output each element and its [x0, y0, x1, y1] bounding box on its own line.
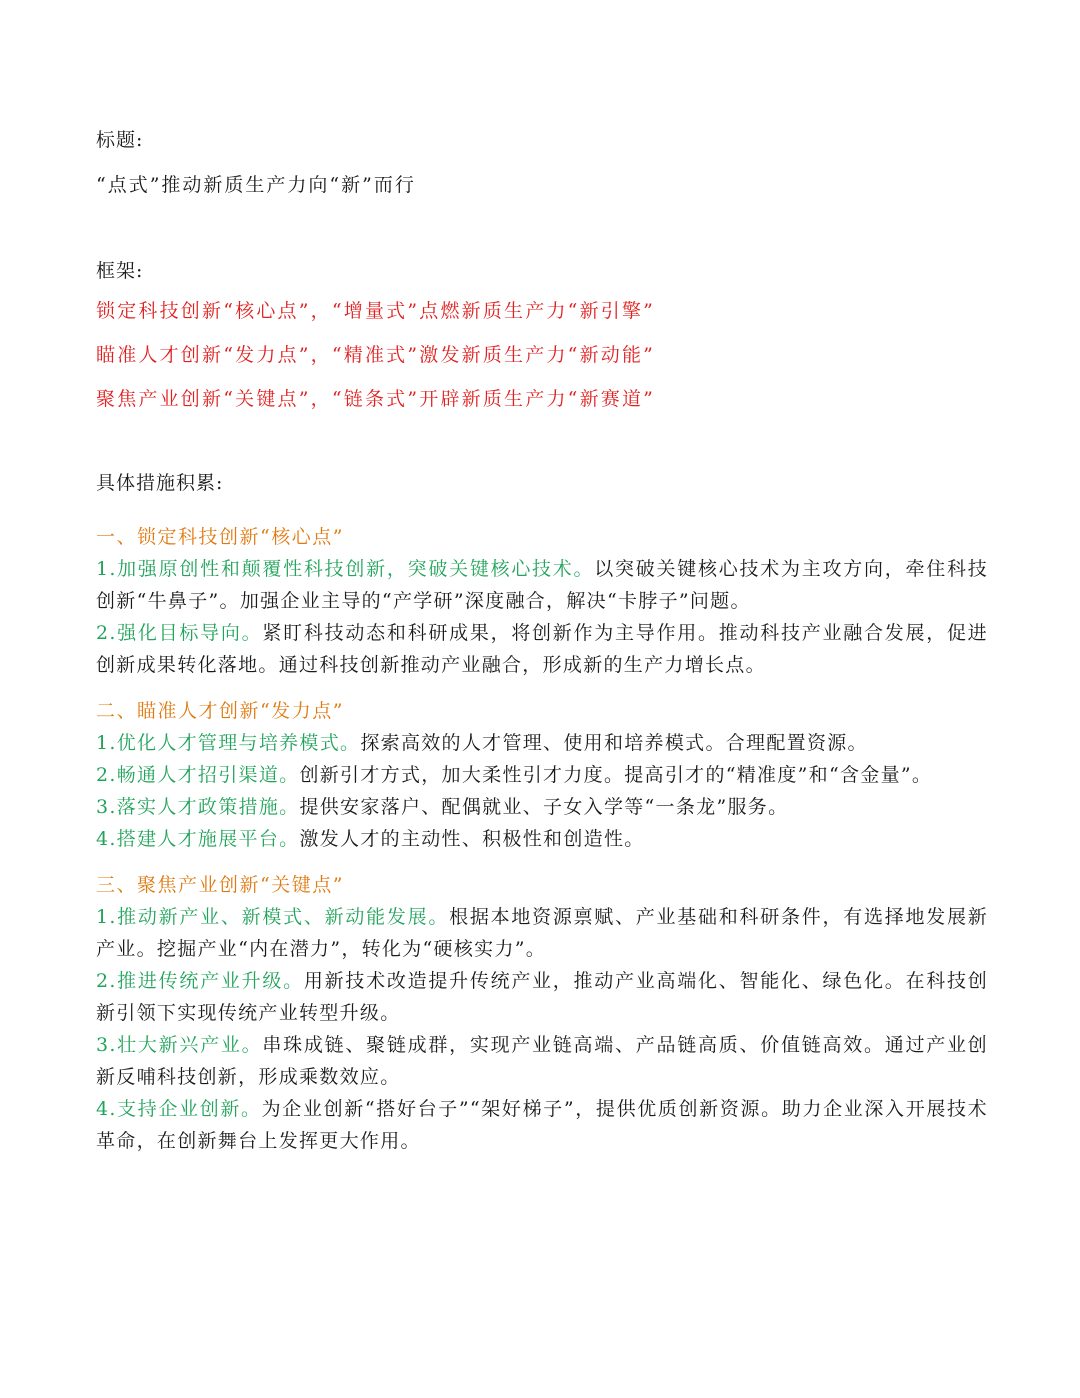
item-body: 创新引才方式，加大柔性引才力度。提高引才的“精准度”和“含金量”。 — [299, 764, 933, 786]
framework-label: 框架: — [96, 260, 144, 282]
item-body: 以突破关键核心技术为主攻方向，牵住科技创新“牛鼻子”。加强企业主导的“产学研”深度融合，解决“卡脖子”问题。 — [96, 558, 988, 612]
list-item — [96, 1093, 988, 1157]
item-body: 激发人才的主动性、积极性和创造性。 — [299, 828, 645, 850]
list-item — [96, 553, 988, 617]
list-item — [96, 759, 988, 791]
list-item — [96, 1029, 988, 1093]
framework-list — [96, 289, 988, 421]
item-lead: 3.落实人才政策措施。 — [96, 796, 300, 818]
section-heading: 一、锁定科技创新“核心点” — [96, 526, 344, 548]
section-talent-innovation — [96, 695, 988, 855]
item-body: 根据本地资源禀赋、产业基础和科研条件，有选择地发展新产业。挖掘产业“内在潜力”，转化为“硬核实力”。 — [96, 906, 989, 960]
section-industry-innovation — [96, 869, 988, 1157]
section-heading: 三、聚焦产业创新“关键点” — [96, 874, 344, 896]
section-tech-innovation — [96, 521, 988, 681]
item-lead: 4.搭建人才施展平台。 — [96, 828, 300, 850]
item-body: 紧盯科技动态和科研成果，将创新作为主导作用。推动科技产业融合发展，促进创新成果转化落地。通过科技创新推动产业融合，形成新的生产力增长点。 — [96, 622, 988, 676]
item-lead: 4.支持企业创新。 — [96, 1098, 262, 1120]
list-item — [96, 617, 988, 681]
measures-label: 具体措施积累: — [96, 472, 224, 494]
list-item — [96, 965, 988, 1029]
item-body: 用新技术改造提升传统产业，推动产业高端化、智能化、绿色化。在科技创新引领下实现传统产业转型升级。 — [96, 970, 988, 1024]
item-lead: 2.推进传统产业升级。 — [96, 970, 304, 992]
framework-line-1: 锁定科技创新“核心点”，“增量式”点燃新质生产力“新引擎” — [96, 300, 656, 322]
list-item — [96, 791, 988, 823]
item-lead: 2.畅通人才招引渠道。 — [96, 764, 300, 786]
section-heading: 二、瞄准人才创新“发力点” — [96, 700, 344, 722]
item-body: 为企业创新“搭好台子”“架好梯子”，提供优质创新资源。助力企业深入开展技术革命，在创新舞台上发挥更大作用。 — [96, 1098, 988, 1152]
list-item — [96, 727, 988, 759]
framework-line-3: 聚焦产业创新“关键点”，“链条式”开辟新质生产力“新赛道” — [96, 388, 656, 410]
item-body: 串珠成链、聚链成群，实现产业链高端、产品链高质、价值链高效。通过产业创新反哺科技创新，形成乘数效应。 — [96, 1034, 988, 1088]
item-lead: 2.强化目标导向。 — [96, 622, 263, 644]
article-title: “点式”推动新质生产力向“新”而行 — [96, 174, 416, 196]
item-body: 探索高效的人才管理、使用和培养模式。合理配置资源。 — [360, 732, 868, 754]
document-page — [96, 122, 988, 1157]
list-item — [96, 823, 988, 855]
title-label: 标题: — [96, 129, 144, 151]
item-lead: 1.推动新产业、新模式、新动能发展。 — [96, 906, 450, 928]
item-lead: 1.优化人才管理与培养模式。 — [96, 732, 361, 754]
item-lead: 3.壮大新兴产业。 — [96, 1034, 263, 1056]
framework-line-2: 瞄准人才创新“发力点”，“精准式”激发新质生产力“新动能” — [96, 344, 656, 366]
item-lead: 1.加强原创性和颠覆性科技创新，突破关键核心技术。 — [96, 558, 595, 580]
list-item — [96, 901, 988, 965]
item-body: 提供安家落户、配偶就业、子女入学等“一条龙”服务。 — [299, 796, 789, 818]
